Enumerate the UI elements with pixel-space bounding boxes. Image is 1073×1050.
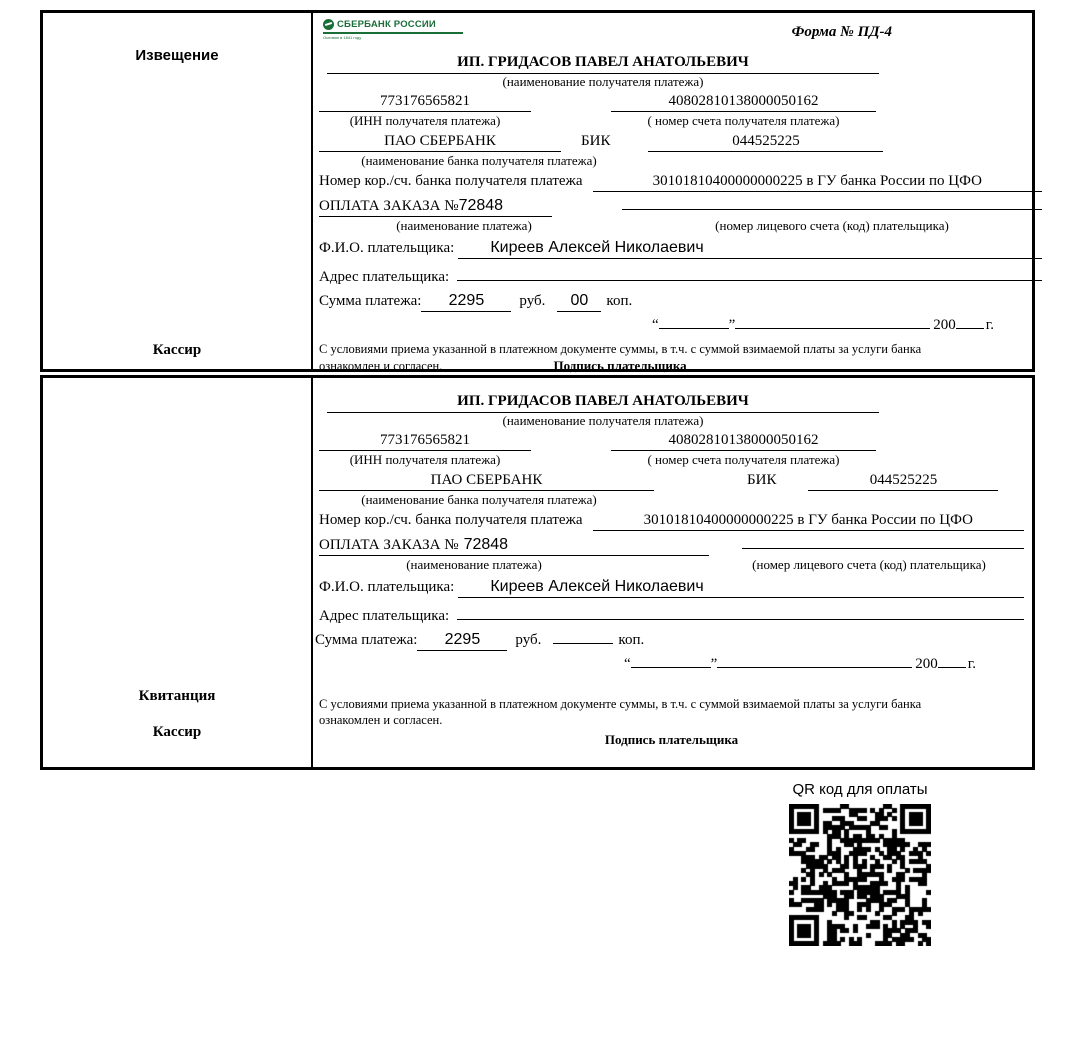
recipient-inn: 773176565821 [319, 92, 531, 112]
payer-signature-label: Подпись плательщика [604, 732, 739, 748]
account-caption: ( номер счета получателя платежа) [647, 112, 840, 128]
corr-account-row [319, 511, 1024, 531]
agreement-line2-row [319, 357, 1042, 375]
inn-caption: (ИНН получателя платежа) [349, 112, 501, 128]
notice-header-row [319, 19, 1042, 53]
payer-name-row [319, 238, 1042, 259]
bank-caption-row [319, 492, 1024, 508]
receipt-section-title: Квитанция [138, 688, 216, 704]
recipient-inn: 773176565821 [319, 431, 531, 451]
payment-purpose-row [319, 196, 1042, 217]
corr-account-value: 30101810400000000225 в ГУ банка России по ЦФО [593, 511, 1024, 531]
date-close-quote: ” [728, 316, 736, 333]
purpose-caption: (наименование платежа) [406, 556, 542, 572]
corr-account-value: 30101810400000000225 в ГУ банка России по ЦФО [593, 172, 1042, 192]
recipient-name-caption: (наименование получателя платежа) [502, 412, 704, 428]
payer-address-label: Адрес плательщика: [319, 608, 450, 624]
receipt-cashier-label: Кассир [152, 724, 202, 740]
inn-account-captions [319, 452, 1024, 468]
payment-purpose-line [319, 196, 552, 217]
bank-row [319, 132, 1042, 152]
notice-body [313, 13, 1050, 374]
year-suffix: г. [967, 655, 976, 672]
year-line [956, 328, 984, 329]
year-line [938, 667, 966, 668]
payer-address-line [457, 263, 1042, 281]
payer-address-row [319, 263, 1042, 287]
bik-value: 044525225 [648, 132, 883, 152]
date-month-line [735, 328, 930, 329]
payer-address-row [319, 602, 1024, 626]
payment-purpose-prefix: ОПЛАТА ЗАКАЗА № [319, 197, 459, 214]
kop-label: коп. [618, 631, 645, 648]
corr-account-row [319, 172, 1042, 192]
receipt-stub-column [43, 378, 313, 767]
sum-value: 2295 [421, 291, 511, 312]
payer-address-line [457, 602, 1024, 620]
payment-purpose-line [319, 535, 709, 556]
personal-account-line [622, 209, 1042, 210]
notice-cashier-label: Кассир [152, 342, 202, 358]
agreement-line2: ознакомлен и согласен. [319, 713, 443, 728]
agreement-line1: С условиями приема указанной в платежном документе суммы, в т.ч. с суммой взимаемой платы за услуги банка [319, 341, 922, 356]
recipient-account: 40802810138000050162 [611, 431, 876, 451]
payer-name-label: Ф.И.О. плательщика: [319, 240, 455, 256]
qr-payment-block [760, 781, 960, 951]
sum-value: 2295 [417, 630, 507, 651]
kopeck-value: 00 [557, 291, 601, 312]
sum-label: Сумма платежа: [315, 631, 418, 648]
personal-account-caption: (номер лицевого счета (код) плательщика) [715, 217, 949, 233]
payer-signature-label: Подпись плательщика [553, 358, 687, 374]
personal-account-line [742, 548, 1024, 549]
date-row [319, 316, 994, 335]
corr-account-label: Номер кор./сч. банка получателя платежа [319, 173, 583, 189]
purpose-caption: (наименование платежа) [396, 217, 532, 233]
receipt-body [313, 378, 1032, 767]
sberbank-logo-tagline: Основан в 1841 году [323, 34, 362, 40]
order-number: 72848 [458, 196, 504, 214]
bank-name: ПАО СБЕРБАНК [319, 132, 561, 152]
bik-label: БИК [747, 472, 777, 488]
inn-account-captions [319, 113, 1042, 129]
receipt-slip [40, 375, 1035, 770]
date-open-quote: “ [623, 655, 631, 672]
bank-row [319, 471, 1024, 491]
bik-value: 044525225 [808, 471, 998, 491]
sum-row [315, 630, 1024, 651]
rub-label: руб. [515, 631, 542, 648]
payer-address-label: Адрес плательщика: [319, 269, 450, 285]
agreement-line2: ознакомлен и согласен. [319, 359, 443, 374]
notice-section-title: Извещение [135, 47, 219, 64]
recipient-name-caption: (наименование получателя платежа) [502, 73, 704, 89]
date-close-quote: ” [710, 655, 718, 672]
sum-row [319, 291, 1042, 312]
corr-account-label: Номер кор./сч. банка получателя платежа [319, 512, 583, 528]
inn-account-row [319, 431, 1024, 451]
inn-account-row [319, 92, 1042, 112]
bank-caption: (наименование банка получателя платежа) [361, 491, 597, 507]
recipient-name-block [327, 392, 879, 429]
kop-label: коп. [606, 292, 633, 309]
bik-label: БИК [581, 133, 611, 149]
agreement-block [319, 341, 1042, 376]
notice-stub-column [43, 13, 313, 369]
date-open-quote: “ [651, 316, 659, 333]
agreement-block [319, 696, 1024, 749]
inn-caption: (ИНН получателя платежа) [349, 451, 501, 467]
purpose-captions-row [319, 557, 1024, 573]
recipient-name-block [327, 53, 879, 90]
year-prefix: 200 [915, 655, 938, 672]
payer-name-label: Ф.И.О. плательщика: [319, 579, 455, 595]
payer-name-value: Киреев Алексей Николаевич [458, 238, 1042, 259]
purpose-captions-row [319, 218, 1042, 234]
recipient-name: ИП. ГРИДАСОВ ПАВЕЛ АНАТОЛЬЕВИЧ [327, 53, 879, 74]
account-caption: ( номер счета получателя платежа) [647, 451, 840, 467]
recipient-account: 40802810138000050162 [611, 92, 876, 112]
personal-account-caption: (номер лицевого счета (код) плательщика) [752, 556, 986, 572]
bank-caption-row [319, 153, 1042, 169]
sum-label: Сумма платежа: [319, 292, 422, 309]
date-month-line [717, 667, 912, 668]
payment-purpose-row [319, 535, 1024, 556]
bank-caption: (наименование банка получателя платежа) [361, 152, 597, 168]
date-day-line [659, 328, 729, 329]
notice-slip [40, 10, 1035, 372]
year-suffix: г. [985, 316, 994, 333]
payer-name-value: Киреев Алексей Николаевич [458, 577, 1024, 598]
order-number: 72848 [463, 535, 509, 553]
qr-label: QR код для оплаты [792, 781, 928, 798]
bank-name: ПАО СБЕРБАНК [319, 471, 654, 491]
year-prefix: 200 [933, 316, 956, 333]
sberbank-emblem-icon [323, 19, 334, 30]
payer-name-row [319, 577, 1024, 598]
payment-qr-code [789, 804, 931, 946]
sberbank-logo [323, 19, 463, 40]
payment-purpose-prefix: ОПЛАТА ЗАКАЗА № [319, 536, 459, 553]
kopeck-value [553, 643, 613, 644]
date-row [319, 655, 976, 674]
form-number-label: Форма № ПД-4 [791, 24, 892, 40]
date-day-line [631, 667, 711, 668]
recipient-name: ИП. ГРИДАСОВ ПАВЕЛ АНАТОЛЬЕВИЧ [327, 392, 879, 413]
rub-label: руб. [519, 292, 546, 309]
agreement-line1: С условиями приема указанной в платежном документе суммы, в т.ч. с суммой взимаемой платы за услуги банка [319, 696, 922, 711]
sberbank-logo-text: СБЕРБАНК РОССИИ [337, 19, 436, 30]
